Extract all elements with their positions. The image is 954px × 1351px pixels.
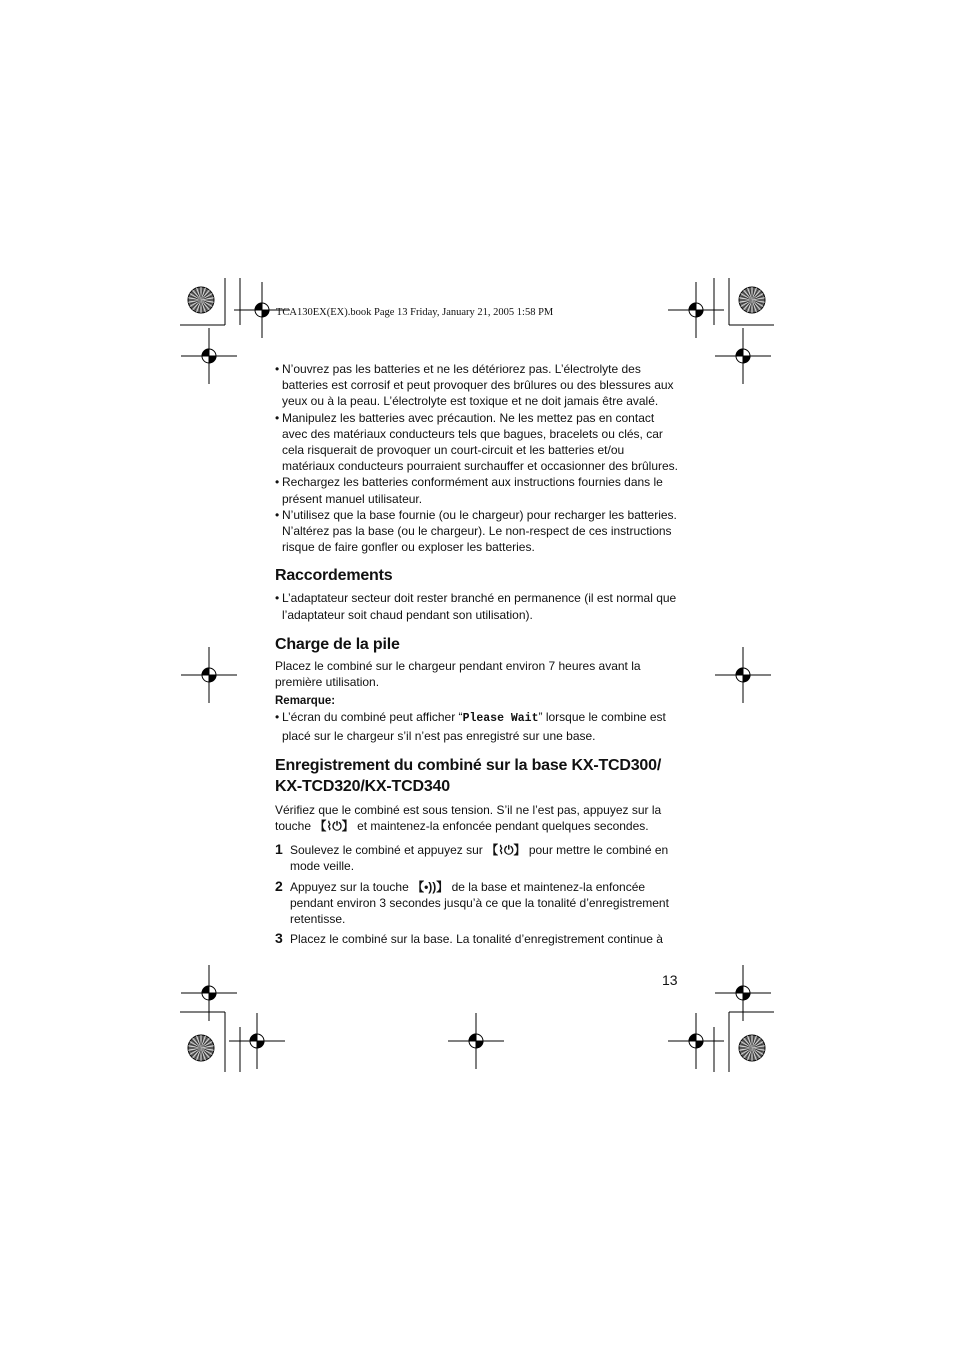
- title-line-2: KX-TCD320/KX-TCD340: [275, 777, 450, 795]
- list-item: • Manipulez les batteries avec précaution. Ne les mettez pas en contact avec des matériaux conducteurs tels que bagues, bracelets ou clés, car cela risquerait de provoquer un court-circuit et les batteries et/ou matériaux conducteurs pourraient surchauffer et occasionner des brûlures.: [275, 410, 680, 475]
- registration-target-icon: [181, 328, 237, 384]
- registration-target-icon: [668, 282, 724, 338]
- off-hook-power-key-icon: 【⌇⏻】: [486, 843, 526, 858]
- step-text-before: Appuyez sur la touche: [290, 879, 413, 894]
- list-item: • N’utilisez que la base fournie (ou le chargeur) pour recharger les batteries. N’altérez pas la base (ou le chargeur). Le non-respect de ces instructions risque de faire gonfler ou exploser les batteries.: [275, 507, 680, 556]
- enregistrement-intro: [275, 802, 680, 834]
- list-item: • Rechargez les batteries conformément aux instructions fournies dans le présent manuel utilisateur.: [275, 474, 680, 506]
- locator-key-icon: 【•))】: [412, 879, 449, 894]
- step-number: 1: [275, 841, 283, 858]
- raccordements-list: [275, 590, 680, 622]
- color-star-target-icon: [188, 1035, 214, 1061]
- page-content: [275, 361, 680, 951]
- color-star-target-icon: [739, 1035, 765, 1061]
- running-header: TCA130EX(EX).book Page 13 Friday, January 21, 2005 1:58 PM: [276, 307, 554, 318]
- registration-target-icon: [715, 965, 771, 1021]
- charge-text: Placez le combiné sur le chargeur pendant environ 7 heures avant la première utilisation.: [275, 658, 641, 690]
- registration-target-icon: [448, 1013, 504, 1069]
- off-hook-power-key-icon: 【⌇⏻】: [314, 819, 354, 834]
- section-title-charge: Charge de la pile: [275, 635, 400, 653]
- note-list: [275, 709, 680, 743]
- registration-target-icon: [668, 1013, 724, 1069]
- intro-after: et maintenez-la enfoncée pendant quelques secondes.: [353, 819, 649, 834]
- steps-list: [275, 842, 680, 947]
- registration-target-icon: [229, 1013, 285, 1069]
- section-title-enregistrement: [275, 755, 680, 797]
- title-line-1: Enregistrement du combiné sur la base KX-TCD300/: [275, 756, 662, 774]
- note-text-before: L’écran du combiné peut afficher “: [282, 710, 463, 725]
- color-star-target-icon: [739, 287, 765, 313]
- list-item: • N’ouvrez pas les batteries et ne les détériorez pas. L’électrolyte des batteries est corrosif et peut provoquer des brûlures ou des blessures aux yeux ou à la peau. L’électrolyte est toxique et ne doit jamais être avalé.: [275, 361, 680, 410]
- step-text-after: pour mettre le combiné en mode veille.: [290, 843, 669, 874]
- list-item: [275, 842, 680, 874]
- section-title-raccordements: Raccordements: [275, 567, 393, 585]
- step-text-after: de la base et maintenez-la enfoncée pendant environ 3 secondes jusqu’à ce que la tonalité d’enregistrement retentisse.: [290, 879, 669, 927]
- registration-target-icon: [181, 647, 237, 703]
- step-text: Placez le combiné sur la base. La tonalité d’enregistrement continue à: [290, 932, 663, 947]
- list-item: [275, 931, 680, 947]
- display-message: Please Wait: [462, 712, 539, 726]
- registration-target-icon: [181, 965, 237, 1021]
- list-item: • L’adaptateur secteur doit rester branché en permanence (il est normal que l’adaptateur soit chaud pendant son utilisation).: [275, 590, 680, 622]
- registration-target-icon: [715, 647, 771, 703]
- page-number: 13: [662, 972, 678, 988]
- list-item: [275, 709, 680, 743]
- list-item: [275, 879, 680, 928]
- registration-target-icon: [715, 328, 771, 384]
- note-label: Remarque:: [275, 695, 336, 708]
- safety-bullet-list: [275, 361, 680, 555]
- intro-before: Vérifiez que le combiné est sous tension. S’il ne l’est pas, appuyez sur la touche: [275, 802, 662, 834]
- color-star-target-icon: [188, 287, 214, 313]
- step-text-before: Soulevez le combiné et appuyez sur: [290, 843, 487, 858]
- step-number: 2: [275, 877, 283, 894]
- step-number: 3: [275, 930, 283, 947]
- note-text-after: ” lorsque le combine est placé sur le chargeur s’il n’est pas enregistré sur une base.: [282, 710, 666, 743]
